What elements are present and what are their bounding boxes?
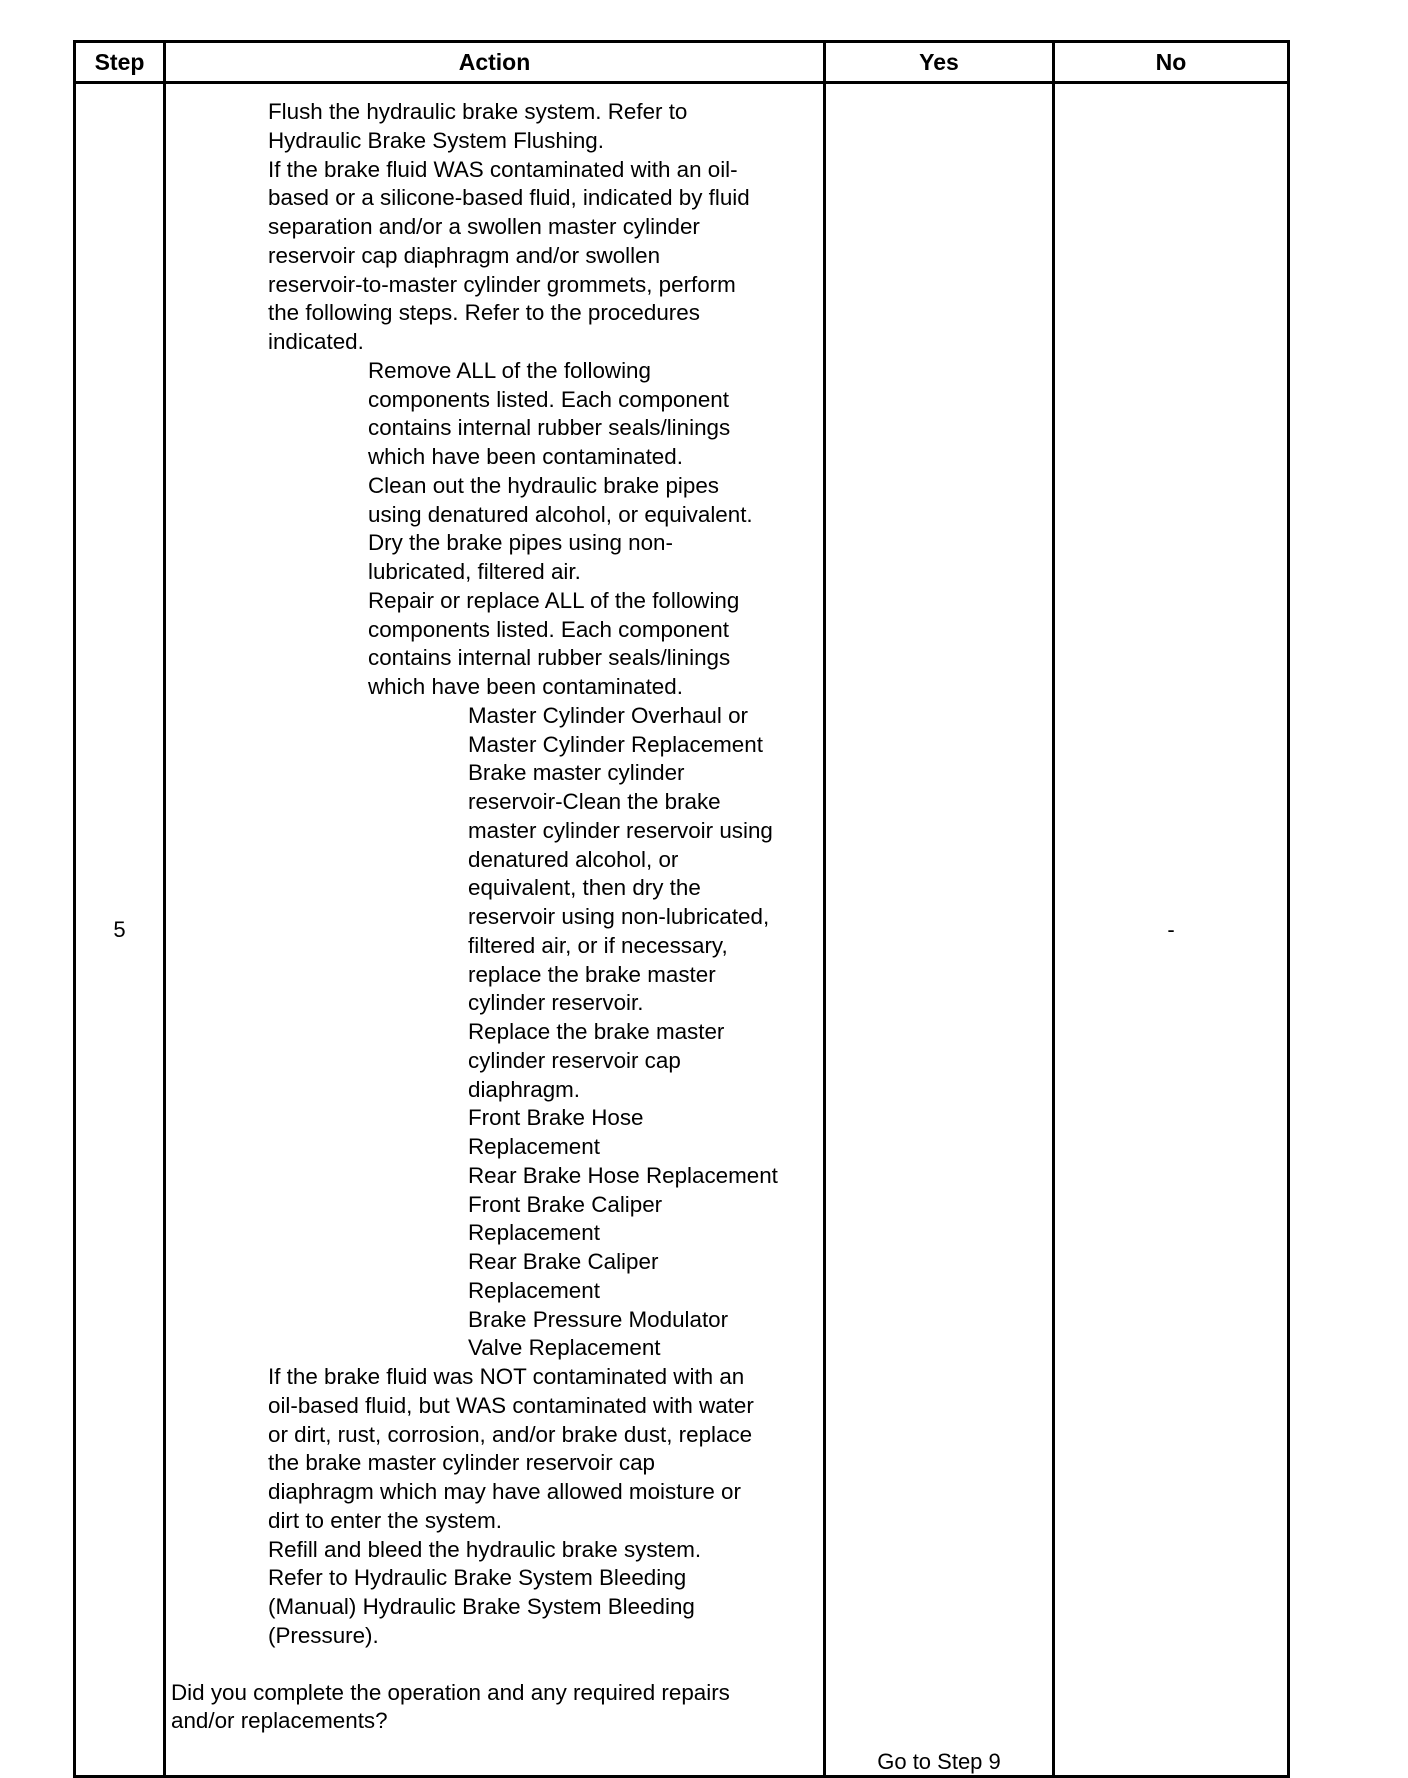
action-line: (Pressure).: [268, 1622, 379, 1648]
yes-result: Go to Step 9: [825, 83, 1054, 1777]
action-line: which have been contaminated.: [368, 444, 683, 469]
action-line: Remove ALL of the following: [368, 357, 651, 383]
action-line: Flush the hydraulic brake system. Refer to: [268, 99, 688, 124]
action-line: If the brake fluid was NOT contaminated with an: [268, 1364, 745, 1389]
action-line: denatured alcohol, or: [468, 846, 679, 872]
action-line: Master Cylinder Replacement: [468, 731, 763, 757]
action-line: reservoir-to-master cylinder grommets, perform: [268, 271, 736, 297]
action-line: master cylinder reservoir using: [468, 817, 773, 843]
action-line: Rear Brake Hose Replacement: [468, 1162, 778, 1188]
action-line: (Manual) Hydraulic Brake System Bleeding: [268, 1594, 695, 1619]
action-line: diaphragm which may have allowed moisture or: [268, 1479, 741, 1504]
action-line: Replacement: [468, 1134, 600, 1159]
action-line: contains internal rubber seals/linings: [368, 415, 731, 441]
action-line: cylinder reservoir cap: [468, 1047, 681, 1073]
question-text: [166, 1679, 823, 1737]
table-row: [75, 83, 1289, 1777]
action-line: Replacement: [468, 1277, 600, 1303]
action-line: filtered air, or if necessary,: [468, 932, 728, 958]
question-line: and/or replacements?: [171, 1708, 388, 1734]
header-step: Step: [75, 42, 165, 83]
action-line: the following steps. Refer to the procedures: [268, 300, 700, 326]
header-row: [75, 42, 1289, 83]
action-line: Valve Replacement: [468, 1335, 661, 1361]
action-line: oil-based fluid, but WAS contaminated with water: [268, 1392, 754, 1418]
action-line: replace the brake master: [468, 961, 716, 987]
action-cell: [165, 83, 825, 1777]
action-line: the brake master cylinder reservoir cap: [268, 1450, 656, 1476]
question-line: Did you complete the operation and any required repairs: [171, 1679, 730, 1705]
action-line: which have been contaminated.: [368, 674, 683, 699]
action-line: Replace the brake master: [468, 1019, 725, 1044]
action-line: Hydraulic Brake System Flushing.: [268, 127, 604, 153]
no-result: -: [1054, 83, 1289, 1777]
action-line: Dry the brake pipes using non-: [368, 530, 673, 556]
action-line: If the brake fluid WAS contaminated with an oil-: [268, 156, 738, 182]
action-line: Refer to Hydraulic Brake System Bleeding: [268, 1565, 687, 1591]
action-line: Brake master cylinder: [468, 760, 685, 786]
header-no: No: [1054, 42, 1289, 83]
action-line: components listed. Each component: [368, 386, 729, 412]
action-line: Rear Brake Caliper: [468, 1249, 659, 1274]
action-line: Master Cylinder Overhaul or: [468, 702, 748, 728]
action-line: equivalent, then dry the: [468, 875, 701, 901]
action-line: separation and/or a swollen master cylinder: [268, 214, 700, 239]
action-line: based or a silicone-based fluid, indicated by fluid: [268, 185, 750, 211]
action-line: cylinder reservoir.: [468, 990, 644, 1016]
action-line: contains internal rubber seals/linings: [368, 645, 731, 671]
action-line: diaphragm.: [468, 1076, 581, 1102]
action-line: Clean out the hydraulic brake pipes: [368, 472, 720, 498]
action-line: Front Brake Hose: [468, 1105, 644, 1131]
action-line: Refill and bleed the hydraulic brake system.: [268, 1536, 702, 1562]
step-number: 5: [75, 83, 165, 1777]
action-line: dirt to enter the system.: [268, 1507, 502, 1533]
action-line: Replacement: [468, 1220, 600, 1246]
action-line: or dirt, rust, corrosion, and/or brake dust, replace: [268, 1421, 753, 1447]
action-line: reservoir using non-lubricated,: [468, 904, 770, 929]
action-line: reservoir cap diaphragm and/or swollen: [268, 242, 661, 268]
procedure-table: [73, 40, 1290, 1778]
action-line: Front Brake Caliper: [468, 1191, 663, 1217]
action-line: components listed. Each component: [368, 616, 729, 642]
action-line: Repair or replace ALL of the following: [368, 587, 740, 613]
action-text: [166, 84, 823, 1651]
action-line: using denatured alcohol, or equivalent.: [368, 501, 753, 527]
header-yes: Yes: [825, 42, 1054, 83]
action-line: Brake Pressure Modulator: [468, 1306, 729, 1332]
header-action: Action: [165, 42, 825, 83]
action-line: indicated.: [268, 329, 364, 354]
action-line: lubricated, filtered air.: [368, 559, 581, 584]
action-line: reservoir-Clean the brake: [468, 789, 721, 814]
